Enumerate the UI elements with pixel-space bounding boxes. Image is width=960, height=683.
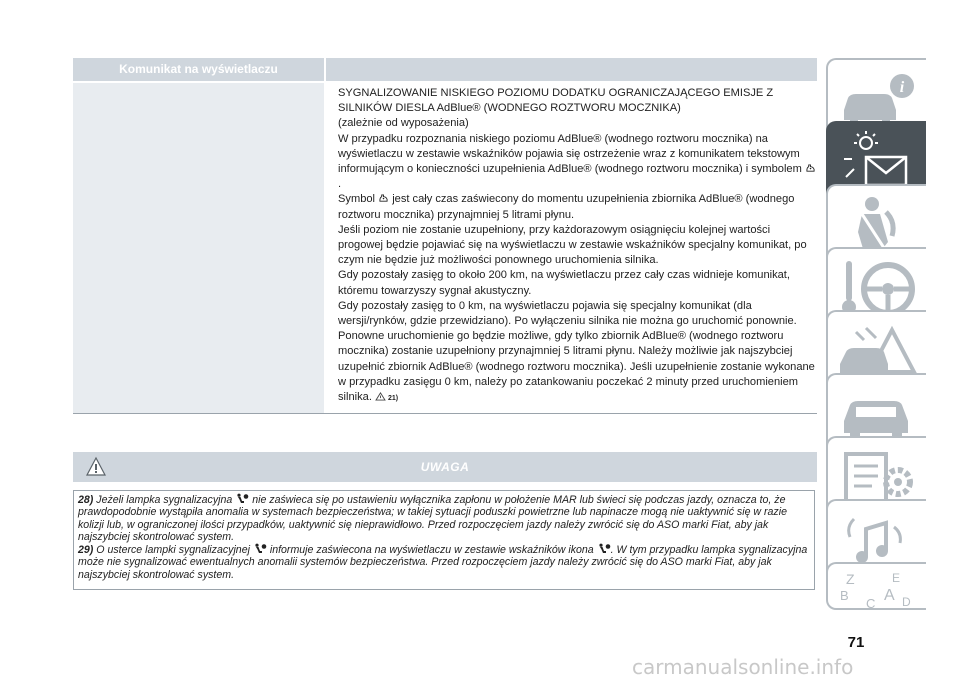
table-header-blank [326, 58, 817, 81]
tab-index[interactable] [826, 562, 926, 610]
table-header-message: Komunikat na wyświetlaczu [73, 58, 324, 81]
svg-text:E: E [892, 571, 901, 585]
page-number: 71 [847, 634, 865, 651]
section-heading: SYGNALIZOWANIE NISKIEGO POZIOMU DODATKU OGRANICZAJĄCEGO EMISJE Z SILNIKÓW DIESLA AdBlue® (WODNEGO ROZTWORU MOCZNIKA) [338, 87, 774, 115]
warning-header [73, 452, 817, 482]
table-bottom-rule [73, 413, 817, 414]
note-reference: 21) [388, 395, 399, 403]
equipment-note: (zależnie od wyposażenia) [338, 117, 469, 130]
paragraph: Symbol jest cały czas zaświecony do momentu uzupełnienia zbiornika AdBlue® (wodnego roztworu mocznika) przynajmniej 5 litrami płynu. [338, 193, 795, 221]
svg-text:Z: Z [846, 571, 855, 587]
svg-text:A: A [884, 587, 895, 604]
airbag-icon [253, 543, 267, 554]
svg-text:C: C [866, 596, 876, 610]
paragraph: W przypadku rozpoznania niskiego poziomu AdBlue® (wodnego roztworu mocznika) na wyświetlaczu w zestawie wskaźników pojawia się ostrzeżenie wraz z komunikatem tekstowym informującym o konieczności uzupełnienia AdBlue® (wodnego roztworu mocznika) i symbolem . [338, 132, 816, 193]
table-cell-symbol [73, 83, 324, 413]
svg-text:B: B [840, 588, 849, 603]
warning-note-28: 28) Jeżeli lampka sygnalizacyjna nie zaświeca się po ustawieniu wyłącznika zapłonu w położenie MAR lub świeci się podczas jazdy, oznacza to, że prawdopodobnie wystąpiła anomalia w systemach bezpieczeństwa; w takiej sytuacji poduszki powietrzne lub napinacze mogą nie uaktywnić się w razie kolizji lub, w ograniczonej ilości przypadków, uaktywnić się nieprawidłowo. Przed rozpoczęciem jazdy należy zwrócić się do ASO marki Fiat, aby jak najszybciej skontrolować system. [78, 494, 787, 543]
adblue-icon [378, 194, 389, 203]
warning-title: UWAGA [420, 460, 470, 474]
paragraph: Gdy pozostały zasięg to 0 km, na wyświetlaczu pojawia się specjalny komunikat (dla wersji/rynków, gdzie przewidziano). Po wyłączeniu silnika nie można go uruchomić ponownie. [338, 299, 797, 328]
paragraph: Gdy pozostały zasięg to około 200 km, na wyświetlaczu przez cały czas widnieje komunikat, któremu towarzyszy sygnał akustyczny. [338, 269, 790, 297]
index-icon [836, 570, 920, 610]
table-cell-description [338, 86, 816, 406]
warning-triangle-icon [375, 392, 386, 401]
paragraph: Ponowne uruchomienie go będzie możliwe, gdy tylko zbiornik AdBlue® (wodnego roztworu mocznika) zostanie uzupełniony przynajmniej 5 litrami płynu. Należy możliwie jak najszybciej uzupełnić zbiornik AdBlue® (wodnego roztworu mocznika). Jeśli uzupełnienie zostanie wykonane w przypadku zasięgu 0 km, należy po zatankowaniu poczekać 2 minuty przed uruchomieniem silnika. 21) [338, 330, 815, 404]
watermark: carmanualsonline.info [632, 655, 854, 679]
svg-text:i: i [899, 79, 905, 96]
svg-text:D: D [902, 595, 911, 609]
warning-text [78, 493, 813, 581]
adblue-icon [805, 164, 816, 173]
paragraph: Jeśli poziom nie zostanie uzupełniony, przy każdorazowym osiągnięciu kolejnej wartości progowej będzie pojawiać się na wyświetlaczu w zestawie wskaźników specjalny komunikat, po czym nie będzie już możliwości ponownego uruchomienia silnika. [338, 223, 807, 267]
airbag-icon [235, 493, 249, 504]
airbag-icon [597, 543, 611, 554]
warning-note-29: 29) O usterce lampki sygnalizacyjnej informuje zaświecona na wyświetlaczu w zestawie wskaźników ikona . W tym przypadku lampka sygnalizacyjna może nie sygnalizować ewentualnych anomalii systemów bezpieczeństwa. Przed rozpoczęciem jazdy należy zwrócić się do ASO marki Fiat, aby jak najszybciej skontrolować system. [78, 544, 808, 581]
